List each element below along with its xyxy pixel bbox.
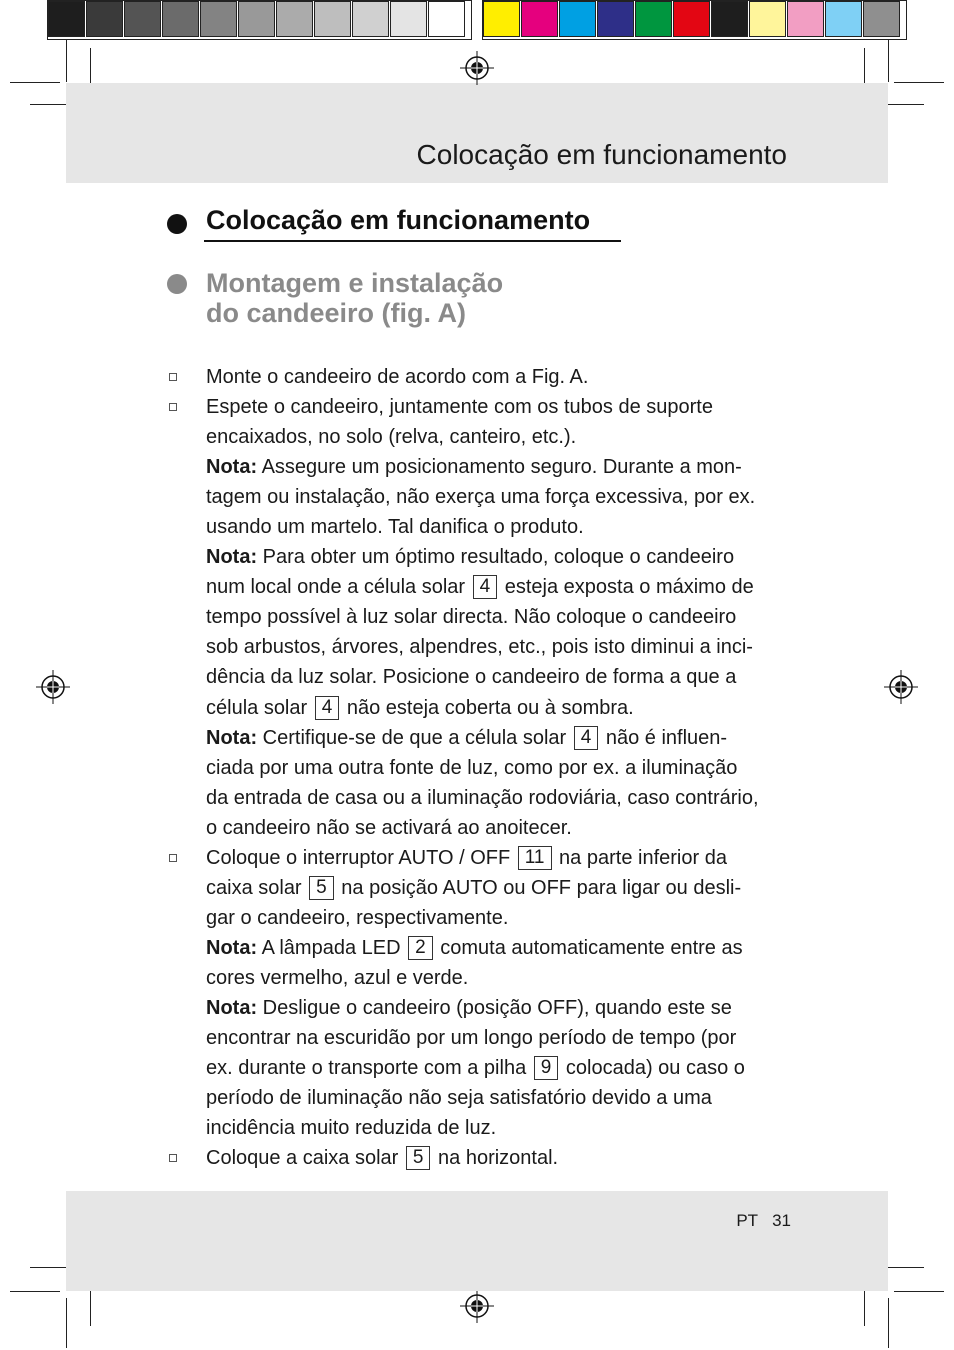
text-fragment: esteja exposta o máximo de [499, 576, 754, 599]
text-line: dência da luz solar. Posicione o candeeiro de forma a que a [206, 666, 737, 689]
list-item [168, 362, 798, 392]
part-reference-11: 11 [518, 846, 552, 870]
color-swatch [483, 1, 520, 37]
running-head-title: Colocação em funcionamento [416, 139, 787, 170]
section-title-underline [204, 240, 621, 242]
checkbox-bullet-icon [169, 403, 177, 411]
text-fragment: caixa solar [206, 876, 308, 899]
color-swatch [597, 1, 634, 37]
note-label: Nota: [206, 726, 258, 749]
crop-mark [882, 1267, 924, 1268]
color-swatch [238, 1, 275, 37]
text-fragment: na horizontal. [432, 1147, 559, 1170]
color-swatch [673, 1, 710, 37]
crop-mark [66, 40, 67, 82]
text-line: da entrada de casa ou a iluminação rodoviária, caso contrário, [206, 786, 759, 809]
crop-mark [10, 82, 60, 83]
text-fragment: Certifique-se de que a célula solar [257, 726, 572, 749]
footer-language: PT [736, 1211, 759, 1230]
note-label: Nota: [206, 546, 258, 569]
part-reference-4: 4 [315, 696, 340, 720]
note-line [206, 542, 798, 572]
text-fragment: não esteja coberta ou à sombra. [341, 696, 634, 719]
part-reference-5: 5 [309, 876, 334, 900]
text-line: o candeeiro não se activará ao anoitecer. [206, 816, 572, 839]
text-line [206, 1143, 798, 1173]
color-swatch [86, 1, 123, 37]
text-fragment: Coloque o interruptor AUTO / OFF [206, 846, 516, 869]
note-label: Nota: [206, 996, 258, 1019]
note-label: Nota: [206, 936, 258, 959]
color-swatch [124, 1, 161, 37]
crop-mark [888, 1298, 889, 1348]
section-title: Colocação em funcionamento [206, 205, 591, 235]
note-line [206, 452, 798, 482]
crop-mark [882, 104, 924, 105]
color-swatch [825, 1, 862, 37]
gray-swatch-row [48, 1, 466, 39]
color-swatch [521, 1, 558, 37]
color-swatch [200, 1, 237, 37]
color-swatch [635, 1, 672, 37]
text-line: encontrar na escuridão por um longo período de tempo (por [206, 1027, 737, 1050]
text-fragment: não é influen- [600, 726, 728, 749]
text-fragment: Desligue o candeeiro (posição OFF), quando este se [257, 996, 732, 1019]
color-swatch [428, 1, 465, 37]
registration-mark-icon [884, 670, 918, 704]
text-fragment: Para obter um óptimo resultado, coloque o candeeiro [257, 546, 735, 569]
text-line: encaixados, no solo (relva, canteiro, etc.). [206, 426, 577, 449]
color-swatch [749, 1, 786, 37]
text-fragment: na posição AUTO ou OFF para ligar ou desli- [335, 876, 742, 899]
note-line [206, 933, 798, 963]
note-line [206, 993, 798, 1023]
registration-mark-icon [36, 670, 70, 704]
text-line: Monte o candeeiro de acordo com a Fig. A. [206, 366, 589, 388]
text-line [206, 843, 798, 873]
part-reference-4: 4 [574, 726, 599, 750]
checkbox-bullet-icon [169, 1154, 177, 1162]
crop-mark [10, 1291, 60, 1292]
text-fragment: ex. durante o transporte com a pilha [206, 1057, 532, 1080]
text-fragment: num local onde a célula solar [206, 576, 471, 599]
crop-mark [894, 1291, 944, 1292]
subsection-title [206, 268, 503, 328]
text-line [206, 693, 798, 723]
text-fragment: célula solar [206, 696, 313, 719]
text-fragment: A lâmpada LED [257, 936, 407, 959]
registration-mark-icon [460, 1289, 494, 1323]
checkbox-bullet-icon [169, 373, 177, 381]
page-footer [722, 1211, 791, 1231]
text-line: ciada por uma outra fonte de luz, como por ex. a iluminação [206, 756, 738, 779]
part-reference-2: 2 [408, 936, 433, 960]
color-swatch [352, 1, 389, 37]
part-reference-4: 4 [473, 575, 498, 599]
text-fragment: na parte inferior da [553, 846, 727, 869]
footer-band [66, 1191, 888, 1291]
checkbox-bullet-icon [169, 854, 177, 862]
color-swatch [162, 1, 199, 37]
list-item [168, 1143, 798, 1173]
text-line: tempo possível à luz solar directa. Não coloque o candeeiro [206, 606, 737, 629]
crop-mark [66, 1298, 67, 1348]
color-swatch [276, 1, 313, 37]
text-line: Espete o candeeiro, juntamente com os tubos de suporte [206, 396, 713, 419]
registration-mark-icon [460, 51, 494, 85]
text-fragment: colocada) ou caso o [560, 1057, 745, 1080]
note-line [206, 723, 798, 753]
crop-mark [894, 82, 944, 83]
subsection-title-line: Montagem e instalação [206, 268, 504, 298]
subsection-bullet-icon [167, 274, 187, 294]
text-line [206, 1053, 798, 1083]
color-swatch [314, 1, 351, 37]
color-swatch [48, 1, 85, 37]
color-swatch [787, 1, 824, 37]
color-swatch [390, 1, 427, 37]
section-bullet-icon [167, 214, 187, 234]
text-line: incidência muito reduzida de luz. [206, 1117, 497, 1140]
crop-mark [888, 40, 889, 82]
list-item [168, 843, 798, 1143]
text-fragment: Assegure um posicionamento seguro. Durante a mon- [257, 456, 742, 479]
text-line [206, 873, 798, 903]
color-swatch [863, 1, 900, 37]
list-item [168, 392, 798, 843]
page-number: 31 [772, 1211, 791, 1230]
instruction-list [168, 362, 798, 1173]
part-reference-9: 9 [534, 1056, 559, 1080]
text-line: tagem ou instalação, não exerça uma força excessiva, por ex. [206, 486, 756, 509]
subsection-title-line: do candeeiro (fig. A) [206, 298, 467, 328]
text-line [206, 572, 798, 602]
part-reference-5: 5 [406, 1146, 431, 1170]
text-fragment: comuta automaticamente entre as [434, 936, 743, 959]
color-swatch-row [483, 1, 901, 39]
text-line: cores vermelho, azul e verde. [206, 966, 469, 989]
text-fragment: Coloque a caixa solar [206, 1147, 404, 1170]
note-label: Nota: [206, 456, 258, 479]
text-line: sob arbustos, árvores, alpendres, etc., pois isto diminui a inci- [206, 636, 753, 659]
color-swatch [559, 1, 596, 37]
color-swatch [711, 1, 748, 37]
text-line: gar o candeeiro, respectivamente. [206, 906, 509, 929]
text-line: usando um martelo. Tal danifica o produto. [206, 516, 584, 539]
text-line: período de iluminação não seja satisfatório devido a uma [206, 1087, 712, 1110]
